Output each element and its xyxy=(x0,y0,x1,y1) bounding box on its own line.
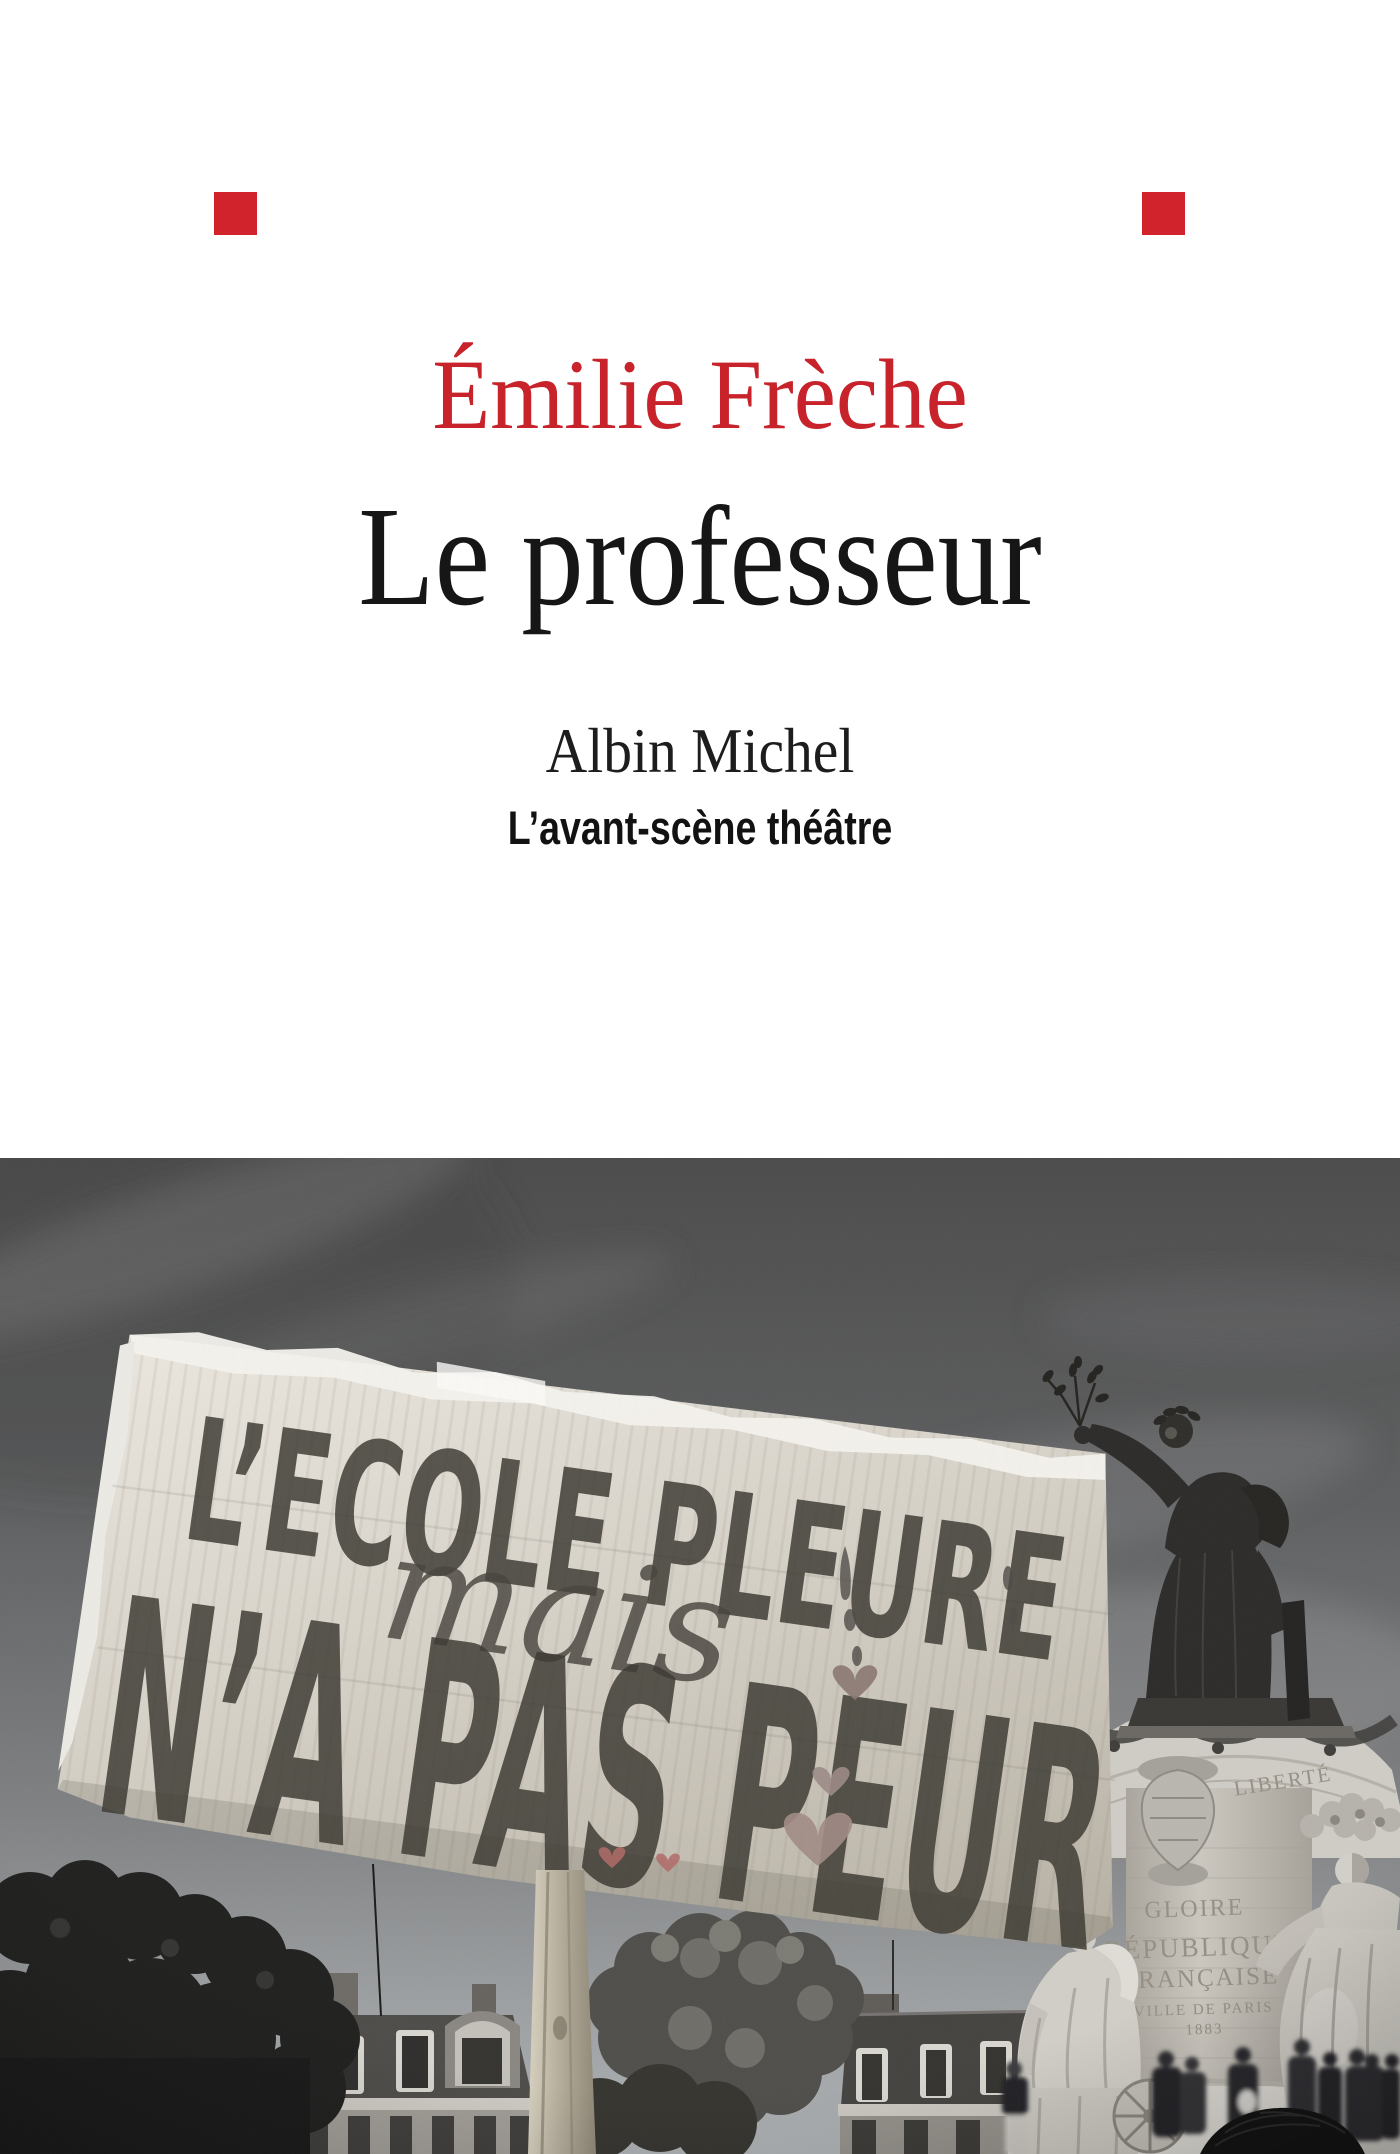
vignette xyxy=(0,1158,1400,2154)
imprint-name: L’avant-scène théâtre xyxy=(507,801,893,854)
red-square-icon xyxy=(1142,192,1185,235)
red-square-icon xyxy=(214,192,257,235)
publisher-name: Albin Michel xyxy=(545,715,855,786)
book-title: Le professeur xyxy=(358,477,1042,635)
author-name: Émilie Frèche xyxy=(432,339,968,450)
cover-photo xyxy=(0,1158,1400,2154)
